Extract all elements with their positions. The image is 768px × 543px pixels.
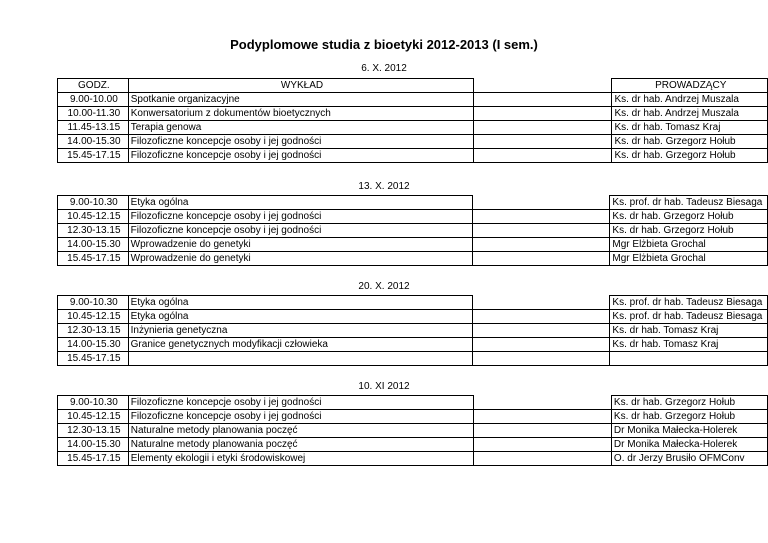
lecturer-cell: Ks. dr hab. Grzegorz Hołub [612, 149, 768, 163]
time-cell: 15.45-17.15 [58, 352, 129, 366]
table-row [58, 452, 768, 466]
lecturer-cell: Ks. dr hab. Tomasz Kraj [610, 338, 768, 352]
lecturer-cell: Ks. dr hab. Grzegorz Hołub [611, 396, 767, 410]
lecture-cell: Granice genetycznych modyfikacji człowieka [128, 338, 472, 352]
table-row [58, 396, 768, 410]
time-cell: 15.45-17.15 [58, 149, 129, 163]
lecturer-cell: Ks. dr hab. Tomasz Kraj [612, 121, 768, 135]
date-label: 13. X. 2012 [358, 181, 410, 192]
lecture-cell: Naturalne metody planowania poczęć [128, 438, 473, 452]
date-label: 20. X. 2012 [358, 281, 410, 292]
time-cell: 14.00-15.30 [58, 135, 129, 149]
time-cell: 12.30-13.15 [58, 224, 129, 238]
lecture-cell: Etyka ogólna [128, 296, 472, 310]
time-cell: 12.30-13.15 [58, 324, 129, 338]
lecture-cell: Terapia genowa [128, 121, 474, 135]
table-row [58, 296, 768, 310]
header-lecturer: PROWADZĄCY [612, 79, 768, 93]
date-label: 6. X. 2012 [361, 63, 407, 74]
lecture-cell [128, 352, 472, 366]
lecturer-cell: O. dr Jerzy Brusiło OFMConv [611, 452, 767, 466]
header-time: GODZ. [58, 79, 129, 93]
table-row [58, 93, 768, 107]
time-cell: 12.30-13.15 [58, 424, 129, 438]
time-cell: 14.00-15.30 [58, 338, 129, 352]
lecturer-cell: Mgr Elżbieta Grochal [610, 252, 768, 266]
table-row [58, 210, 768, 224]
lecture-cell: Inżynieria genetyczna [128, 324, 472, 338]
table-row [58, 121, 768, 135]
lecturer-cell: Ks. dr hab. Grzegorz Hołub [610, 224, 768, 238]
lecture-cell: Wprowadzenie do genetyki [128, 238, 472, 252]
schedule-table [57, 195, 768, 266]
time-cell: 10.00-11.30 [58, 107, 129, 121]
table-row [58, 135, 768, 149]
table-row [58, 149, 768, 163]
lecturer-cell: Ks. dr hab. Andrzej Muszala [612, 93, 768, 107]
table-row [58, 424, 768, 438]
lecturer-cell: Ks. dr hab. Andrzej Muszala [612, 107, 768, 121]
schedule-table [57, 395, 768, 466]
lecture-cell: Etyka ogólna [128, 196, 472, 210]
time-cell: 9.00-10.30 [58, 296, 129, 310]
lecture-cell: Etyka ogólna [128, 310, 472, 324]
lecture-cell: Filozoficzne koncepcje osoby i jej godności [128, 396, 473, 410]
date-label: 10. XI 2012 [358, 381, 410, 392]
lecture-cell: Konwersatorium z dokumentów bioetycznych [128, 107, 474, 121]
page-title: Podyplomowe studia z bioetyki 2012-2013 (I sem.) [230, 37, 538, 52]
time-cell: 10.45-12.15 [58, 210, 129, 224]
time-cell: 15.45-17.15 [58, 452, 129, 466]
lecture-cell: Filozoficzne koncepcje osoby i jej godności [128, 149, 474, 163]
time-cell: 15.45-17.15 [58, 252, 129, 266]
time-cell: 11.45-13.15 [58, 121, 129, 135]
header-lecture: WYKŁAD [128, 79, 474, 93]
schedule-table [57, 78, 768, 163]
lecture-cell: Filozoficzne koncepcje osoby i jej godności [128, 224, 472, 238]
time-cell: 10.45-12.15 [58, 310, 129, 324]
time-cell: 10.45-12.15 [58, 410, 129, 424]
table-row [58, 107, 768, 121]
table-row [58, 324, 768, 338]
lecture-cell: Filozoficzne koncepcje osoby i jej godności [128, 210, 472, 224]
lecturer-cell: Ks. prof. dr hab. Tadeusz Biesaga [610, 196, 768, 210]
schedule-table [57, 295, 768, 366]
lecturer-cell: Mgr Elżbieta Grochal [610, 238, 768, 252]
time-cell: 14.00-15.30 [58, 438, 129, 452]
lecture-cell: Wprowadzenie do genetyki [128, 252, 472, 266]
lecturer-cell: Ks. prof. dr hab. Tadeusz Biesaga [610, 296, 768, 310]
table-row [58, 252, 768, 266]
lecture-cell: Naturalne metody planowania poczęć [128, 424, 473, 438]
table-row [58, 338, 768, 352]
table-row [58, 352, 768, 366]
lecturer-cell [610, 352, 768, 366]
lecture-cell: Spotkanie organizacyjne [128, 93, 474, 107]
lecturer-cell: Ks. dr hab. Grzegorz Hołub [612, 135, 768, 149]
table-row [58, 238, 768, 252]
lecture-cell: Filozoficzne koncepcje osoby i jej godności [128, 410, 473, 424]
lecturer-cell: Ks. dr hab. Grzegorz Hołub [610, 210, 768, 224]
lecturer-cell: Ks. dr hab. Tomasz Kraj [610, 324, 768, 338]
lecture-cell: Elementy ekologii i etyki środowiskowej [128, 452, 473, 466]
lecturer-cell: Ks. dr hab. Grzegorz Hołub [611, 410, 767, 424]
time-cell: 9.00-10.00 [58, 93, 129, 107]
time-cell: 9.00-10.30 [58, 396, 129, 410]
lecturer-cell: Dr Monika Małecka-Holerek [611, 424, 767, 438]
table-row [58, 310, 768, 324]
table-row [58, 224, 768, 238]
lecturer-cell: Dr Monika Małecka-Holerek [611, 438, 767, 452]
lecturer-cell: Ks. prof. dr hab. Tadeusz Biesaga [610, 310, 768, 324]
lecture-cell: Filozoficzne koncepcje osoby i jej godności [128, 135, 474, 149]
table-row [58, 410, 768, 424]
table-row [58, 438, 768, 452]
time-cell: 9.00-10.30 [58, 196, 129, 210]
time-cell: 14.00-15.30 [58, 238, 129, 252]
table-row [58, 196, 768, 210]
